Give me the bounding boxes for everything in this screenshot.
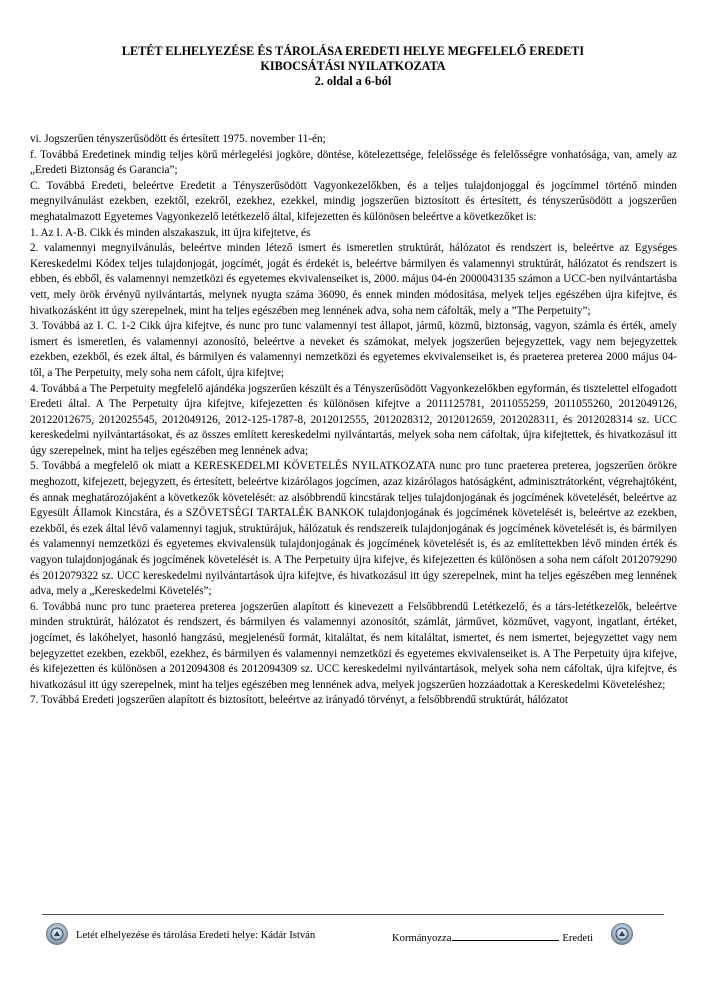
paragraph: f. Továbbá Eredetinek mindig teljes körű mérlegelési jogköre, döntése, kötelezettsége, felelőssége és felelősségre vonhatósága, van, amely az „Eredeti Biztonság és Garancia”;	[30, 148, 677, 177]
page-footer	[40, 920, 666, 960]
seal-emblem-icon	[50, 927, 64, 941]
footer-governed-by	[392, 930, 593, 944]
paragraph: 6. Továbbá nunc pro tunc praeterea preterea jogszerűen alapított és kinevezett a Felsőbbrendű Letétkezelő, és a társ-letétkezelők, beleértve minden struktúrát, hálózatot és rendszert, és bármilyen és valamennyi azonosítót, számlát, járművet, közművet, vagyont, ingatlant, értéket, jogcímet, és lakóhelyet, hasonló hangzású, megjelenésű formát, kitaláltat, és nem kitaláltat, ismertet, és nem ismertet, bejegyzettet vagy nem bejegyzettet ezekben, ezekből, ezekhez, és bármilyen és valamennyi nemzetközi és egyetemes ekvivalenseiket is. A The Perpetuity újra kifejve, és kifejezetten és különösen a 2012094308 és 2012094309 sz. UCC kereskedelmi nyilvántartások, melyek soha nem cáfoltak, újra kifejtve, és hivatkozásul itt úgy szerepelnek, mint ha teljes egészében meg lennének adva, melyek jogszerűen hozzáadottak a Kereskedelmi Követeléshez;	[30, 600, 677, 691]
seal-emblem-icon	[615, 927, 629, 941]
page-indicator: 2. oldal a 6-ból	[314, 74, 392, 88]
paragraph: 5. Továbbá a megfelelő ok miatt a KERESKEDELMI KÖVETELÉS NYILATKOZATA nunc pro tunc praeterea preterea, jogszerűen örökre meghozott, kifejezett, bejegyzett, és értesített, beleértve kizárólagos jogcímen, azaz kizárólagos hatóságként, adminisztrátorként, végrehajtóként, és annak meghatározójaként a következők követelését: az alsóbbrendű kincstárak teljes tulajdonjogának és jogcímének követelését, beleértve az Egyesült Államok Kincstára, és a SZÖVETSÉGI TARTALÉK BANKOK tulajdonjogának és jogcímének követelését is, beleértve az ezekben, ezekből, és ezek által lévő valamennyi tagjuk, struktúrájuk, hálózatuk és rendszereik tulajdonjogának és jogcímének követelését is, és bármilyen és valamennyi nemzetközi és egyetemes ekvivalensük tulajdonjogának és jogcímének követelését is, és az említettekben lévő minden érték és vagyon tulajdonjogának és jogcímének követelését is. A The Perpetuity újra kifejve, és kifejezetten és különösen a soha nem cáfolt 2012079290 és 2012079322 sz. UCC kereskedelmi nyilvántartások újra kifejtve, és hivatkozásul itt úgy szerepelnek, mint ha teljes egészében meg lennének adva, mely a „Kereskedelmi Követelés”;	[30, 460, 677, 598]
signature-blank	[452, 930, 559, 941]
seal-left-icon	[46, 923, 68, 945]
title-line-1: LETÉT ELHELYEZÉSE ÉS TÁROLÁSA EREDETI HELYE MEGFELELŐ EREDETI	[121, 44, 585, 58]
document-header	[40, 44, 666, 89]
paragraph: 4. Továbbá a The Perpetuity megfelelő ajándéka jogszerűen készült és a Tényszerűsödött Vagyonkezelőkben egyformán, és tisztelettel elfogadott Eredeti által. A The Perpetuity újra kifejtve, kifejezetten és különösen kifejtve a 2011125781, 2011055259, 2011055260, 2012049126, 20122012675, 2012025545, 2012049126, 2012-125-1787-8, 2012012555, 2012028312, 2012012659, 2012028311, és 2012028314 sz. UCC kereskedelmi nyilvántartásokat, és az összes említett kereskedelmi nyilvántartás, melyek soha nem cáfoltak, újra kifejtettek, és hivatkozásul itt úgy szerepelnek, mint ha teljes egészében meg lennének adva;	[30, 382, 677, 457]
document-body	[30, 132, 677, 709]
paragraph: 3. Továbbá az I. C. 1-2 Cikk újra kifejtve, és nunc pro tunc valamennyi test állapot, jármű, közmű, biztonság, vagyon, számla és érték, amely ismert és ismeretlen, és valamennyi azonosító, beleértve a neveket és számokat, melyek jogszerűen bejegyzettek, vagy nem bejegyzettek ezekben, ezekből, és ezek által, és bármilyen és valamennyi nemzetközi és egyetemes ekvivalenseiket is, és praeterea preterea 2000 május 04-től, a The Perpetuity, mely soha nem cáfolt, újra kifejtve;	[30, 320, 677, 379]
paragraph: 7. Továbbá Eredeti jogszerűen alapított és biztosított, beleértve az irányadó törvényt, a felsőbbrendű struktúrát, hálózatot	[30, 694, 568, 707]
governed-label: Kormányozza	[392, 933, 452, 944]
title-line-2: KIBOCSÁTÁSI NYILATKOZATA	[260, 59, 446, 73]
seal-right-icon	[611, 923, 633, 945]
paragraph: 2. valamennyi megnyilvánulás, beleértve minden létező ismert és ismeretlen struktúrát, hálózatot és rendszert is, beleértve az Egységes Kereskedelmi Kódex teljes tulajdonjogát, jogcímét, jogát és érdekét is, beleértve bármilyen és valamennyi struktúrát, hálózatot és rendszert is ebben, és ebből, és valamennyi nemzetközi és egyetemes ekvivalenseiket is, 2000. május 04-én 2000043135 számon a UCC-ben nyilvántartásba vett, mely örök érvényű nyilvántartás, melynek nyugta száma 36090, és ennek minden módosítása, melyek teljes egészében újra kifejtve, és hivatkozásként itt úgy szerepelnek, mint ha teljes egészében meg lennének adva, soha nem cáfolták, mely a ”The Perpetuity”;	[30, 242, 677, 317]
footer-location-text: Letét elhelyezése és tárolása Eredeti helye: Kádár István	[76, 930, 316, 941]
governed-suffix: Eredeti	[562, 933, 594, 944]
footer-divider	[42, 914, 664, 915]
paragraph: C. Továbbá Eredeti, beleértve Eredetit a Tényszerűsödött Vagyonkezelőkben, és a teljes tulajdonjoggal és jogcímmel történő minden megnyilvánulást ezekben, ezektől, ezekről, ezekhez, ezekkel, mindig jogszerűen biztosított és értesített, és tényszerűsödött a jogszerűen meghatalmazott Egyetemes Vagyonkezelő letétkezelő által, kifejezetten és különösen beleértve a következőket is:	[30, 179, 677, 223]
paragraph: vi. Jogszerűen tényszerűsödött és értesített 1975. november 11-én;	[30, 133, 326, 145]
paragraph: 1. Az I. A-B. Cikk és minden alszakaszuk, itt újra kifejtetve, és	[30, 226, 311, 239]
